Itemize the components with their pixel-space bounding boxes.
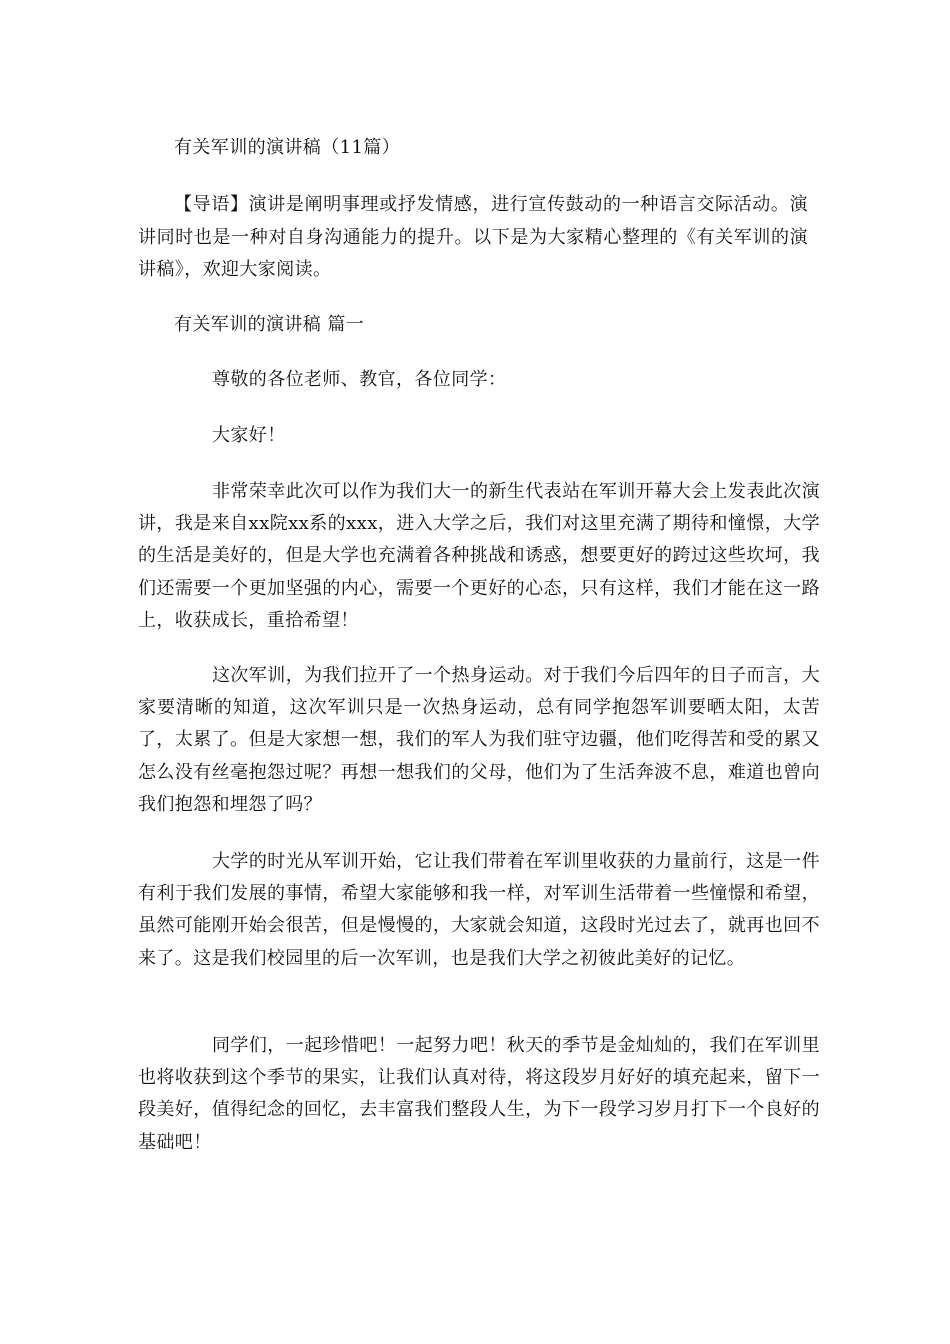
salutation: 尊敬的各位老师、教官，各位同学： (212, 369, 507, 390)
body-paragraph-2: 这次军训，为我们拉开了一个热身运动。对于我们今后四年的日子而言，大家要清晰的知道，这次军训只是一次热身运动，总有同学抱怨军训要晒太阳，太苦了，太累了。但是大家想一想，我们的军人为我们驻守边疆，他们吃得苦和受的累又怎么没有丝毫抱怨过呢？再想一想我们的父母，他们为了生活奔波不息，难道也曾向我们抱怨和埋怨了吗？ (138, 665, 820, 815)
section-heading: 有关军训的演讲稿 篇一 (174, 314, 365, 335)
body-paragraph-4: 同学们，一起珍惜吧！一起努力吧！秋天的季节是金灿灿的，我们在军训里也将收获到这个季节的果实，让我们认真对待，将这段岁月好好的填充起来，留下一段美好，值得纪念的回忆，去丰富我们整段人生，为下一段学习岁月打下一个良好的基础吧！ (138, 1035, 820, 1153)
body-paragraph-3: 大学的时光从军训开始，它让我们带着在军训里收获的力量前行，这是一件有利于我们发展的事情，希望大家能够和我一样，对军训生活带着一些憧憬和希望，虽然可能刚开始会很苦，但是慢慢的，大家就会知道，这段时光过去了，就再也回不来了。这是我们校园里的后一次军训，也是我们大学之初彼此美好的记忆。 (138, 851, 820, 969)
greeting: 大家好！ (212, 425, 286, 446)
intro-paragraph: 【导语】演讲是阐明事理或抒发情感，进行宣传鼓动的一种语言交际活动。演讲同时也是一种对自身沟通能力的提升。以下是为大家精心整理的《有关军训的演讲稿》，欢迎大家阅读。 (138, 194, 808, 280)
document-title: 有关军训的演讲稿（11篇） (174, 137, 401, 158)
body-paragraph-1: 非常荣幸此次可以作为我们大一的新生代表站在军训开幕大会上发表此次演讲，我是来自xx院xx系的xxx，进入大学之后，我们对这里充满了期待和憧憬，大学的生活是美好的，但是大学也充满着各种挑战和诱惑，想要更好的跨过这些坎坷，我们还需要一个更加坚强的内心，需要一个更好的心态，只有这样，我们才能在这一路上，收获成长，重拾希望！ (138, 481, 820, 631)
